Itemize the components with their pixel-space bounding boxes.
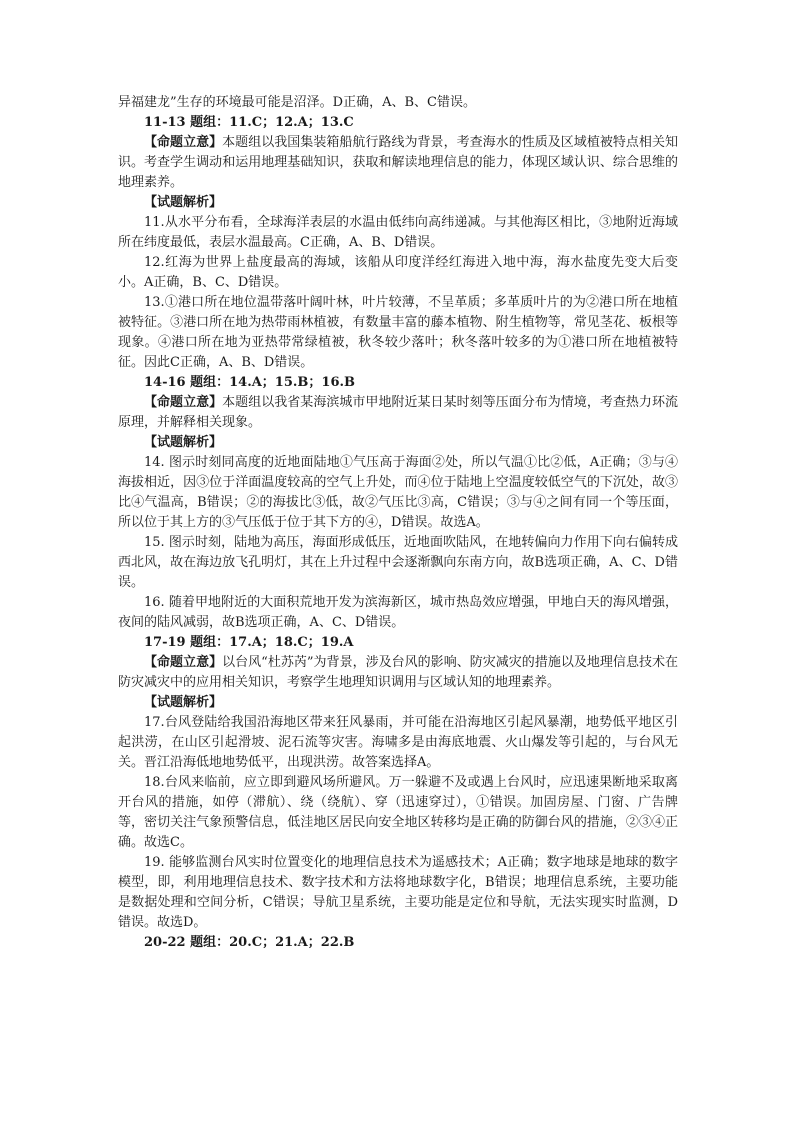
paragraph-explanation: 13.①港口所在地位温带落叶阔叶林，叶片较薄，不呈革质；多革质叶片的为②港口所在地植被特征。③港口所在地为热带雨林植被，有数量丰富的藤本植物、附生植物等，常见茎花、板根等现象。④港口所在地为亚热带常绿植被，秋冬较少落叶；秋冬落叶较多的为①港口所在地植被特征。因此C正确，A、B、D错误。: [118, 295, 678, 370]
paragraph-explanation: 16. 随着甲地附近的大面积荒地开发为滨海新区，城市热岛效应增强，甲地白天的海风增强，夜间的陆风减弱，故B选项正确，A、C、D错误。: [118, 595, 678, 630]
paragraph-explanation: 11.从水平分布看，全球海洋表层的水温由低纬向高纬递减。与其他海区相比，③地附近海域所在纬度最低，表层水温最高。C正确，A、B、D错误。: [118, 215, 678, 250]
section-tag: 【试题解析】: [144, 695, 223, 710]
section-tag: 【命题立意】: [144, 655, 223, 670]
paragraph-explanation: 17.台风登陆给我国沿海地区带来狂风暴雨，并可能在沿海地区引起风暴潮，地势低平地区引起洪涝，在山区引起滑坡、泥石流等灾害。海啸多是由海底地震、火山爆发等引起的，与台风无关。晋江沿海低地地势低平，出现洪涝。故答案选择A。: [118, 715, 678, 770]
paragraph-explanation: 18.台风来临前，应立即到避风场所避风。万一躲避不及或遇上台风时，应迅速果断地采取离开台风的措施，如停（滞航）、绕（绕航）、穿（迅速穿过），①错误。加固房屋、门窗、广告牌等，密切关注气象预警信息，低洼地区居民向安全地区转移均是正确的防御台风的措施，②③④正确。故选C。: [118, 775, 678, 850]
paragraph-continuation: 异福建龙”生存的环境最可能是沼泽。D正确，A、B、C错误。: [118, 95, 476, 110]
paragraph-text: 本题组以我国集装箱船航行路线为背景，考查海水的性质及区域植被特点相关知识。考查学生调动和运用地理基础知识，获取和解读地理信息的能力，体现区域认识、综合思维的地理素养。: [118, 135, 678, 190]
paragraph-analysis-tag: [118, 433, 678, 453]
paragraph-intent: [118, 393, 678, 433]
section-tag: 【试题解析】: [144, 195, 223, 210]
section-tag: 【命题立意】: [144, 395, 223, 410]
paragraph-text: 本题组以我省某海滨城市甲地附近某日某时刻等压面分布为情境，考查热力环流原理，并解释相关现象。: [118, 395, 678, 430]
answer-group-heading: 11-13 题组：11.C；12.A；13.C: [144, 115, 354, 130]
paragraph-intent: [118, 133, 678, 193]
paragraph-explanation: 15. 图示时刻，陆地为高压，海面形成低压，近地面吹陆风，在地转偏向力作用下向右偏转成西北风，故在海边放飞孔明灯，其在上升过程中会逐渐飘向东南方向，故B选项正确，A、C、D错误。: [118, 535, 678, 590]
paragraph-intent: [118, 653, 678, 693]
answer-group-heading: 14-16 题组：14.A；15.B；16.B: [144, 375, 356, 390]
answer-group-heading: 17-19 题组：17.A；18.C；19.A: [144, 635, 354, 650]
paragraph-analysis-tag: [118, 193, 678, 213]
section-tag: 【试题解析】: [144, 435, 223, 450]
paragraph-explanation: 14. 图示时刻同高度的近地面陆地①气压高于海面②处，所以气温①比②低，A正确；③与④海拔相近，因③位于洋面温度较高的空气上升处，而④位于陆地上空温度较低空气的下沉处，故③比④气温高，B错误；②的海拔比③低，故②气压比③高，C错误；③与④之间有同一个等压面，所以位于其上方的③气压低于位于其下方的④，D错误。故选A。: [118, 455, 678, 530]
paragraph-text: 以台风“杜苏芮”为背景，涉及台风的影响、防灾减灾的措施以及地理信息技术在防灾减灾中的应用相关知识，考察学生地理知识调用与区域认知的地理素养。: [118, 655, 678, 690]
section-tag: 【命题立意】: [144, 135, 223, 150]
paragraph-explanation: 12.红海为世界上盐度最高的海域，该船从印度洋经红海进入地中海，海水盐度先变大后变小。A正确，B、C、D错误。: [118, 255, 678, 290]
paragraph-explanation: 19. 能够监测台风实时位置变化的地理信息技术为遥感技术；A正确；数字地球是地球的数字模型，即，利用地理信息技术、数字技术和方法将地球数字化，B错误；地理信息系统，主要功能是数据处理和空间分析，C错误；导航卫星系统，主要功能是定位和导航，无法实现实时监测，D错误。故选D。: [118, 855, 678, 930]
answer-group-heading: 20-22 题组：20.C；21.A；22.B: [144, 935, 355, 950]
paragraph-analysis-tag: [118, 693, 678, 713]
answer-document: [118, 93, 678, 953]
